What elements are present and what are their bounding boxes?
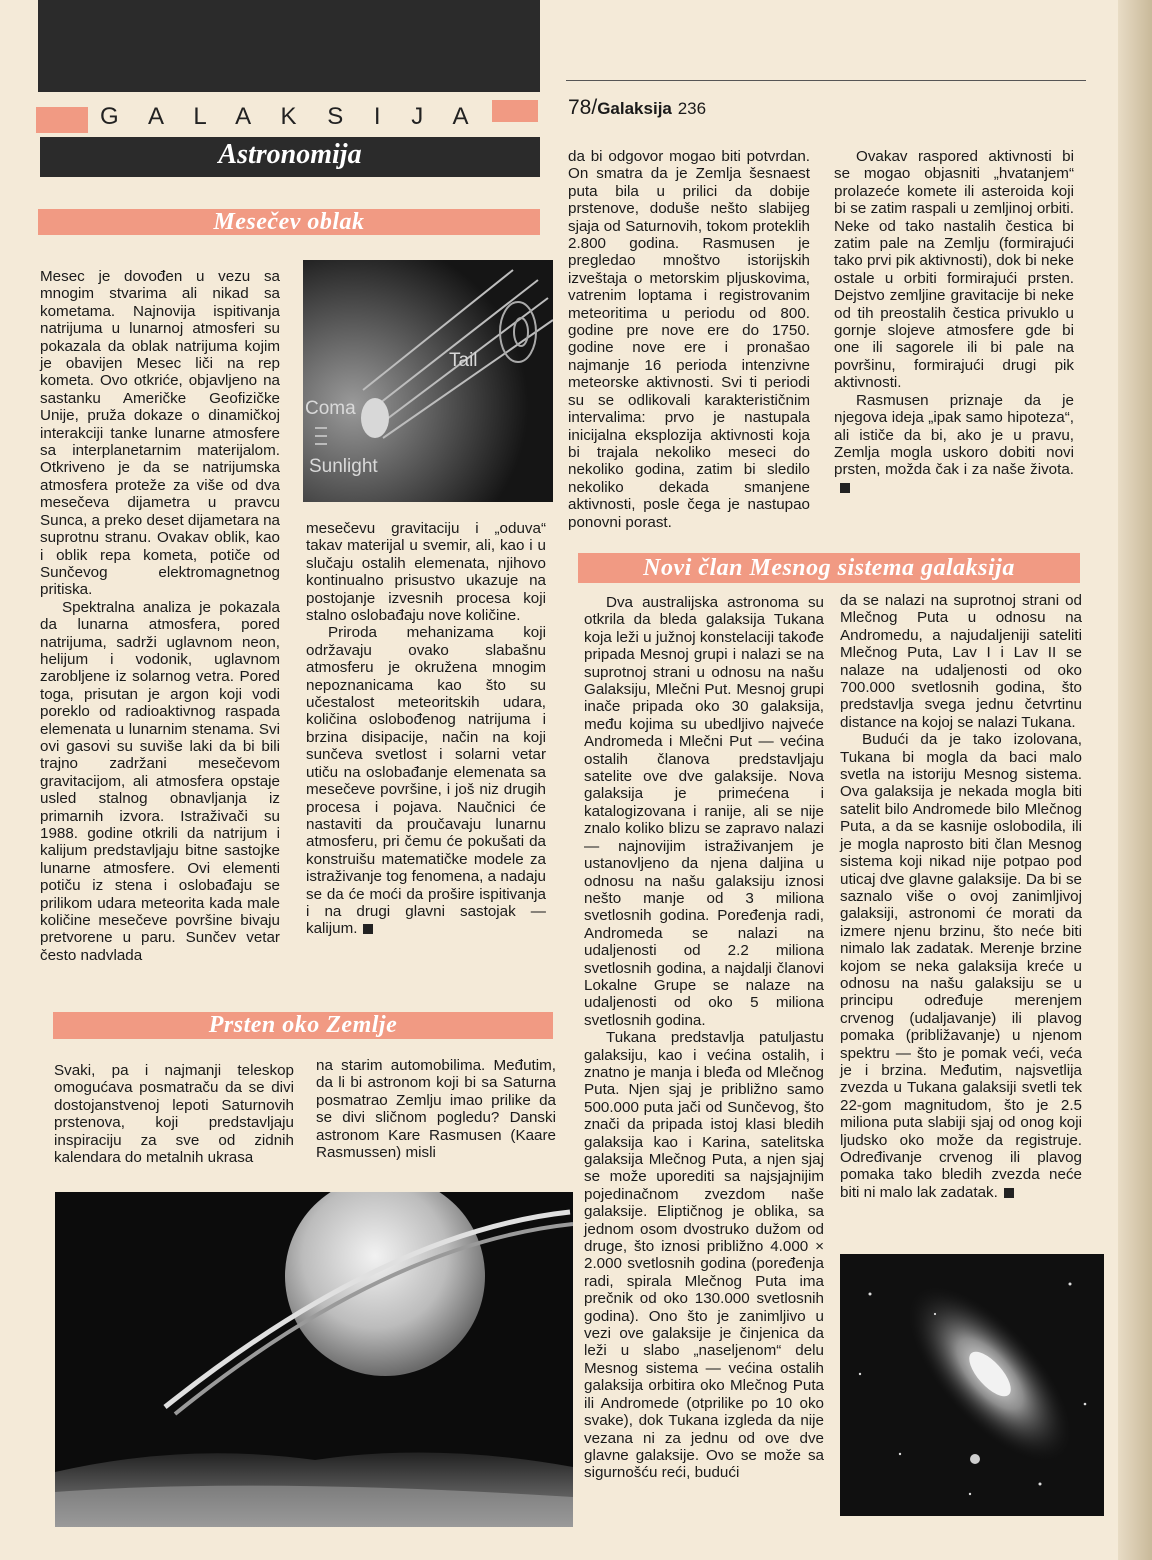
article1-p4 <box>306 624 546 937</box>
article2-col1 <box>54 1062 294 1166</box>
article2-col4 <box>834 148 1074 496</box>
article1-col1 <box>40 268 280 964</box>
comet-figure <box>303 260 553 502</box>
article2-p1: Svaki, pa i najmanji teleskop omogućava posmatraču da se divi dostojanstvenoj lepoti Saturnovih prstenova, koji predstavljaju inspiraciju za sve od zidnih kalendara do metalnih ukrasa <box>54 1062 294 1167</box>
page-edge <box>1118 0 1152 1560</box>
article1-title: Mesečev oblak <box>38 209 540 235</box>
article1-p3: mesečevu gravitaciju i „oduva“ takav materijal u svemir, ali, kao i u slučaju ostalih elemenata, njihovo kontinualno prisustvo ukazuje na postojanje izvesnih procesa koji stalno oslobađaju nove količine. <box>306 520 546 625</box>
article2-p5-text: Rasmusen priznaje da je njegova ideja „ipak samo hipoteza“, ali ističe da bi, ako je u pravu, Zemlja mogla uskoro dobiti novi prsten, možda čak i za naše života. <box>834 391 1074 479</box>
article2-p3: da bi odgovor mogao biti potvrdan. On smatra da je Zemlja šesnaest puta bila u prilici da dobije prstenove, doduše nešto slabijeg sjaja od Saturnovih, tokom proteklih 2.800 godina. Rasmusen je pregledao mnoštvo istorijskih izveštaja o metorskim pljuskovima, vatrenim loptama i registrovanim meteoritima u periodu od 800. godine pre nove ere do 1750. godine nove ere i pronašao najmanje 16 perioda intenzivne meteorske aktivnosti. Svi ti periodi su se odlikovali karakterističnim intervalima: prvo je nastupala inicijalna eksplozija aktivnosti koja bi trajala nekoliko meseci do nekoliko godina, zatim bi sledilo nekoliko dekada smanjene aktivnosti, posle čega je nastupao ponovni porast. <box>568 148 810 531</box>
galaxy-photo <box>840 1254 1104 1516</box>
subtitle: Astronomija <box>218 139 362 170</box>
label-tail: Tail <box>449 350 478 371</box>
article3-p4 <box>840 731 1082 1201</box>
magazine-name: Galaksija <box>597 99 672 118</box>
article3-p1: Dva australijska astronoma su otkrila da bleda galaksija Tukana koja leži u južnoj konstelaciji takođe pripada Mesnoj grupi i nalazi se na suprotnoj strani u odnosu na našu Galaksiju, Mlečni Put. Mesnoj grupi inače pripada oko 30 galaksija, među kojima su ubedljivo najveće Andromeda i Mlečni Put — većina ostalih članova predstavljaju satelite ove dve galaksije. Nova galaksija je primećena i katalogizovana i ranije, ali se nije znalo koliko blizu se zapravo nalazi — najnovijim istraživanjem je ustanovljeno da njena daljina u odnosu na našu galaksiju iznosi nešto manje od 3 miliona svetlosnih godina. Poređenja radi, Andromeda se nalazi na udaljenosti od 2.2 miliona svetlosnih godina, a najdalji članovi Lokalne Grupe se nalaze na udaljenosti od oko 5 miliona svetlosnih godina. <box>584 594 824 1029</box>
end-mark <box>363 924 373 934</box>
article2-title: Prsten oko Zemlje <box>53 1012 553 1039</box>
article2-p5 <box>834 392 1074 496</box>
page-number <box>568 96 706 120</box>
issue-number: 236 <box>677 99 707 118</box>
end-mark <box>1004 1188 1014 1198</box>
article3-p2: Tukana predstavlja patuljastu galaksiju, kao i većina ostalih, i znatno je manja i bleđa od Mlečnog Puta. Njen sjaj je približno samo 500.000 puta jači od Sunčevog, što znači da pripada istoj klasi bledih galaksija kao i Karina, satelitska galaksija Mlečnog Puta, a njen sjaj se može uporediti sa najsjajnijim pojedinačnom zvezdom naše galaksije. Eliptičnog je oblika, sa jednom osom dvostruko dužom od druge, što iznosi približno 4.000 × 2.000 svetlosnih godina (poređenja radi, spirala Mlečnog Puta ima prečnik od oko 130.000 svetlosnih godina). Ono što je zanimljivo u vezi ove galaksije je činjenica da leži u slabo „naseljenom“ delu Mesnog sistema — većina ostalih galaksija orbitira oko Mlečnog Puta ili Andromede (otprilike po 10 oko svake), dok Tukana izgleda da nije vezana ni za jednu od ove dve glavne galaksije. Ovo se može sa sigurnošću reći, budući <box>584 1029 824 1482</box>
header-rule <box>566 80 1086 81</box>
article1-col2 <box>306 520 546 938</box>
article2-p4: Ovakav raspored aktivnosti bi se mogao objasniti „hvatanjem“ prolazeće komete ili asteroida koji bi se zatim raspali u zemljinoj orbiti. Neke od tako nastalih čestica bi zatim pale na Zemlju (formirajući tako prvi pik aktivnosti), dok bi neke ostale u orbiti formirajući prsten. Dejstvo zemljine gravitacije bi neke od tih preostalih čestica privuklo u gornje slojeve atmosfere gde bi one ili sagorele ili bi pale na površinu, formirajući drugi pik aktivnosti. <box>834 148 1074 392</box>
article3-p4-text: Budući da je tako izolovana, Tukana bi mogla da baci malo svetla na istoriju Mesnog sistema. Ova galaksija je nekada mogla biti satelit bilo Andromede bilo Mlečnog Puta, a da se kasnije oslobodila, ili je mogla naprosto biti član Mesnog sistema koji nikad nije potpao pod uticaj dve glavne galaksije. Da bi se saznalo više o ovoj zanimljivoj galaksiji, astronomi će morati da izmere njenu brzinu, što neće biti nimalo lak zadatak. Merenje brzine kojom se neka galaksija kreće u odnosu na našu galaksiju se u principu određuje merenjem crvenog (udaljavanje) ili plavog pomaka (približavanje) u njenom spektru — što je pomak veći, veća je i brzina. Međutim, najsvetlija zvezda u Tukana galaksiji svetli tek 22-gom magnitudom, što je 2.5 miliona puta slabiji sjaj od onog koji ljudsko oko može da registruje. Određivanje crvenog ili plavog pomaka tako bledih zvezda neće biti ni malo lak zadatak. <box>840 731 1082 1201</box>
article1-p4-text: Priroda mehanizama koji održavaju ovako slabašnu atmosferu je okružena mnogim nepoznanicama kao što su učestalost meteoritskih udara, količina oslobođenog natrijuma i brzina disipacije, način na koji sunčeva svetlost i solarni vetar utiču na oslobađanje elemenata sa mesečeve površine, i još niz drugih procesa i pojava. Naučnici će nastaviti da proučavaju lunarnu atmosferu, pri čemu će pokušati da konstruišu matematičke modele za istraživanje tog fenomena, a nadaju se da će moći da prošire ispitivanja i na drugi glavni sastojak — kalijum. <box>306 624 546 938</box>
header-accent-left <box>36 107 88 133</box>
saturn-photo <box>55 1192 573 1527</box>
header-dark-block <box>38 0 540 92</box>
end-mark <box>840 483 850 493</box>
article1-p1: Mesec je dovođen u vezu sa mnogim stvarima ali nikad sa kometama. Najnovija ispitivanja natrijuma u lunarnoj atmosferi su pokazala da oblak natrijuma kojim je obavijen Mesec liči na rep kometa. Ovo otkriće, objavljeno na sastanku Američke Geofizičke Unije, pruža dokaze o dinamičkoj interakciji tanke lunarne atmosfere sa interplanetarnim materijalom. Otkriveno je da se natrijumska atmosfera proteže za više od dva mesečeva dijametra u pravcu Sunca, a preko deset dijametara na suprotnu stranu. Ovakav oblik, kao i oblik repa kometa, potiče od Sunčevog elektromagnetnog pritiska. <box>40 268 280 599</box>
page-number-value: 78/ <box>568 96 598 119</box>
article2-col3 <box>568 148 810 531</box>
article2-p2: na starim automobilima. Međutim, da li bi astronom koji bi sa Saturna posmatrao Zemlju imao prilike da se divi sličnom pogledu? Danski astronom Kare Rasmusen (Kaare Rasmussen) misli <box>316 1057 556 1162</box>
label-sunlight: Sunlight <box>309 456 378 477</box>
header-accent-right <box>492 100 538 122</box>
article3-col2 <box>840 592 1082 1201</box>
section-title: G A L A K S I J A <box>100 103 481 130</box>
label-coma: Coma <box>305 398 356 419</box>
article3-p3: da se nalazi na suprotnoj strani od Mlečnog Puta u odnosu na Andromedu, a najudaljeniji sateliti Mlečnog Puta, Lav I i Lav II se nalaze na udaljenosti od oko 700.000 svetlosnih godina, što predstavlja svega jednu četvrtinu distance na kojoj se nalazi Tukana. <box>840 592 1082 731</box>
article3-col1 <box>584 594 824 1482</box>
article3-title: Novi član Mesnog sistema galaksija <box>578 553 1080 583</box>
saturn-image <box>55 1192 573 1527</box>
galaxy-image <box>840 1254 1104 1516</box>
article1-p2: Spektralna analiza je pokazala da lunarna atmosfera, pored natrijuma, sadrži uglavnom neon, helijum i vodonik, uglavnom zarobljene iz solarnog vetra. Pored toga, prisutan je argon koji vodi poreklo od radioaktivnog raspada elemenata u lunarnim stenama. Svi ovi gasovi su suviše laki da bi bili trajno zadržani mesečevom gravitacijom, ali atmosfera opstaje usled stalnog obnavljanja iz primarnih izvora. Istraživači su 1988. godine otkrili da natrijum i kalijum predstavljaju bitne sastojke lunarne atmosfere. Ovi elementi potiču iz stena i oslobađaju se prilikom udara meteorita kada male količine mesečeve površine bivaju pretvorene u paru. Sunčev vetar često nadvlada <box>40 598 280 964</box>
article2-col2 <box>316 1057 556 1161</box>
